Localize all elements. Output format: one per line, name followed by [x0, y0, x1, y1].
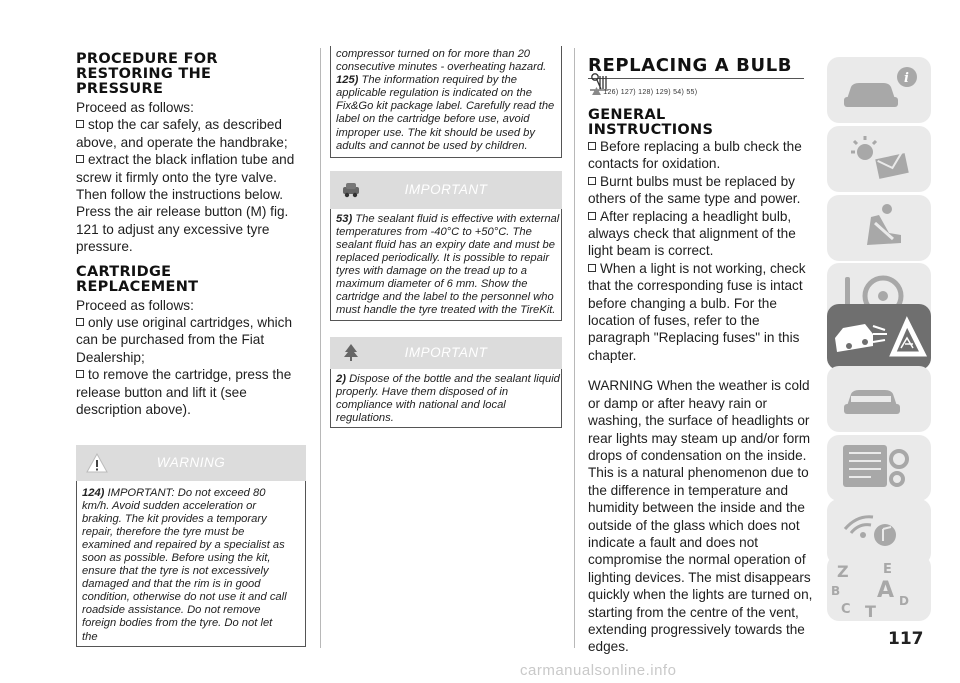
- continued-warning-box: [330, 46, 562, 158]
- bullet-square-icon: [76, 370, 84, 378]
- column-3: [588, 56, 818, 656]
- nav-safety[interactable]: [827, 195, 931, 261]
- svg-text:i: i: [904, 71, 909, 86]
- list-item: extract the black inflation tube and screw it firmly onto the tyre valve. Then follow the instructions below. Press the air release button (M) fig. 121 to adjust any excessive tyre pressure.: [76, 152, 295, 255]
- page-number: 117: [888, 629, 924, 649]
- index-letter: T: [865, 602, 876, 621]
- warning-small-icon: [592, 87, 601, 95]
- index-letter: A: [877, 578, 895, 603]
- important-body: [330, 369, 562, 428]
- warning-paragraph: WARNING When the weather is cold or damp or after heavy rain or washing, the surface of headlights or rear lights may steam up and/or form drops of condensation on the inside. This is a natural phenomenon due to the difference in temperature and humidity between the inside and the outside of the glass which does not indicate a fault and does not compromise the normal operation of lighting devices. The mist disappears quickly when the lights are turned on, starting from the centre of the vent, extending progressively towards the edges.: [588, 378, 813, 655]
- watermark: carmanualsonline.info: [520, 662, 677, 679]
- bullet-square-icon: [76, 318, 84, 326]
- warning-box-header: [76, 445, 306, 481]
- nav-maintenance[interactable]: [827, 366, 931, 432]
- bullet-square-icon: [588, 212, 596, 220]
- warning-box: [76, 445, 306, 647]
- index-letter: Z: [837, 562, 849, 581]
- warning-ref: 124): [82, 486, 105, 499]
- text-53: The sealant fluid is effective with external temperatures from -40°C to +50°C. The sealant fluid has an expiry date and must be replaced periodically. It is possible to repair tyres with damage on the tread up to a maximum diameter of 6 mm. Show the cartridge and the label to the personnel who must handle the tyre treated with the TireKit.: [336, 212, 560, 317]
- car-info-icon: [827, 57, 931, 123]
- important-body: [330, 209, 562, 321]
- column-divider: [574, 48, 575, 648]
- important-title: IMPORTANT: [404, 345, 488, 360]
- warning-body: [76, 481, 306, 647]
- list-item: When a light is not working, check that the corresponding fuse is intact before changing a bulb. For the location of fuses, refer to the paragraph "Replacing fuses" in this chapter.: [588, 260, 806, 363]
- important-box-2: [330, 337, 562, 428]
- warning-title: WARNING: [156, 455, 226, 470]
- important-box-1: [330, 171, 562, 321]
- column-2: [330, 46, 562, 428]
- index-icon: [827, 555, 931, 621]
- tree-environment-icon: [340, 342, 362, 364]
- bullet-square-icon: [76, 120, 84, 128]
- intro-text: Proceed as follows:: [76, 297, 194, 313]
- ref-53: 53): [336, 212, 353, 225]
- index-letter: C: [841, 602, 851, 617]
- column-divider: [320, 48, 321, 648]
- list-item: to remove the cartridge, press the release button and lift it (see description above).: [76, 367, 292, 418]
- bullet-square-icon: [588, 177, 596, 185]
- list-item: Before replacing a bulb check the contacts for oxidation.: [588, 139, 802, 172]
- heading-procedure-restoring-pressure: PROCEDURE FOR RESTORING THE PRESSURE: [76, 51, 218, 97]
- airbag-seat-icon: [827, 195, 931, 261]
- heading-cartridge-replacement: CARTRIDGE REPLACEMENT: [76, 263, 199, 295]
- bullet-square-icon: [588, 264, 596, 272]
- warning-triangle-icon: [86, 452, 108, 474]
- index-letter: E: [883, 562, 892, 577]
- important-title: IMPORTANT: [404, 182, 488, 198]
- intro-text: Proceed as follows:: [76, 100, 194, 115]
- ref-125: 125): [336, 74, 359, 87]
- bullet-square-icon: [588, 142, 596, 150]
- nav-warning-lights[interactable]: [827, 126, 931, 192]
- nav-emergency[interactable]: [827, 304, 931, 370]
- car-tyre-icon: [340, 178, 362, 200]
- warning-text: IMPORTANT: Do not exceed 80 km/h. Avoid sudden acceleration or braking. The kit provides a temporary repair, therefore the tyre must be examined and repaired by a specialist as soon as possible. Before using the kit, ensure that the tyre is not excessively damaged and that the rim is in good condition, otherwise do not use it and call roadside assistance. Do not remove foreign bodies from the tyre. Do not let the: [82, 486, 287, 643]
- page-title: REPLACING A BULB: [588, 55, 793, 76]
- nav-index[interactable]: [827, 555, 931, 621]
- index-letter: D: [899, 594, 909, 608]
- nav-car-info[interactable]: [827, 57, 931, 123]
- emergency-icon: [827, 304, 931, 370]
- text-2: Dispose of the bottle and the sealant liquid properly. Have them disposed of in compliance with national and local regulations.: [336, 372, 560, 424]
- important-box-header: [330, 337, 562, 369]
- column-1: [76, 52, 306, 647]
- list-item: only use original cartridges, which can be purchased from the Fiat Dealership;: [76, 315, 293, 365]
- bulb-refs: 126) 127) 128) 129) 54) 55): [592, 87, 818, 96]
- list-item: stop the car safely, as described above, and operate the handbrake;: [76, 117, 288, 150]
- bullet-square-icon: [76, 155, 84, 163]
- list-item: After replacing a headlight bulb, always check that alignment of the light beam is correct.: [588, 208, 796, 259]
- text-125: The information required by the applicable regulation is indicated on the Fix&Go kit package label. Carefully read the label on the cartridge before use, avoid improper use. The kit should be used by adults and cannot be used by children.: [336, 74, 555, 152]
- specifications-icon: [827, 435, 931, 501]
- important-box-header: [330, 171, 562, 209]
- heading-general-instructions: GENERAL INSTRUCTIONS: [588, 107, 714, 138]
- warning-lights-icon: [827, 126, 931, 192]
- ref-2: 2): [336, 372, 346, 385]
- index-letter: B: [831, 584, 841, 598]
- list-item: Burnt bulbs must be replaced by others of the same type and power.: [588, 173, 801, 207]
- continued-text: compressor turned on for more than 20 consecutive minutes - overheating hazard.: [336, 48, 547, 74]
- nav-specifications[interactable]: [827, 435, 931, 501]
- title-underline: [588, 78, 804, 79]
- car-maintenance-icon: [827, 366, 931, 432]
